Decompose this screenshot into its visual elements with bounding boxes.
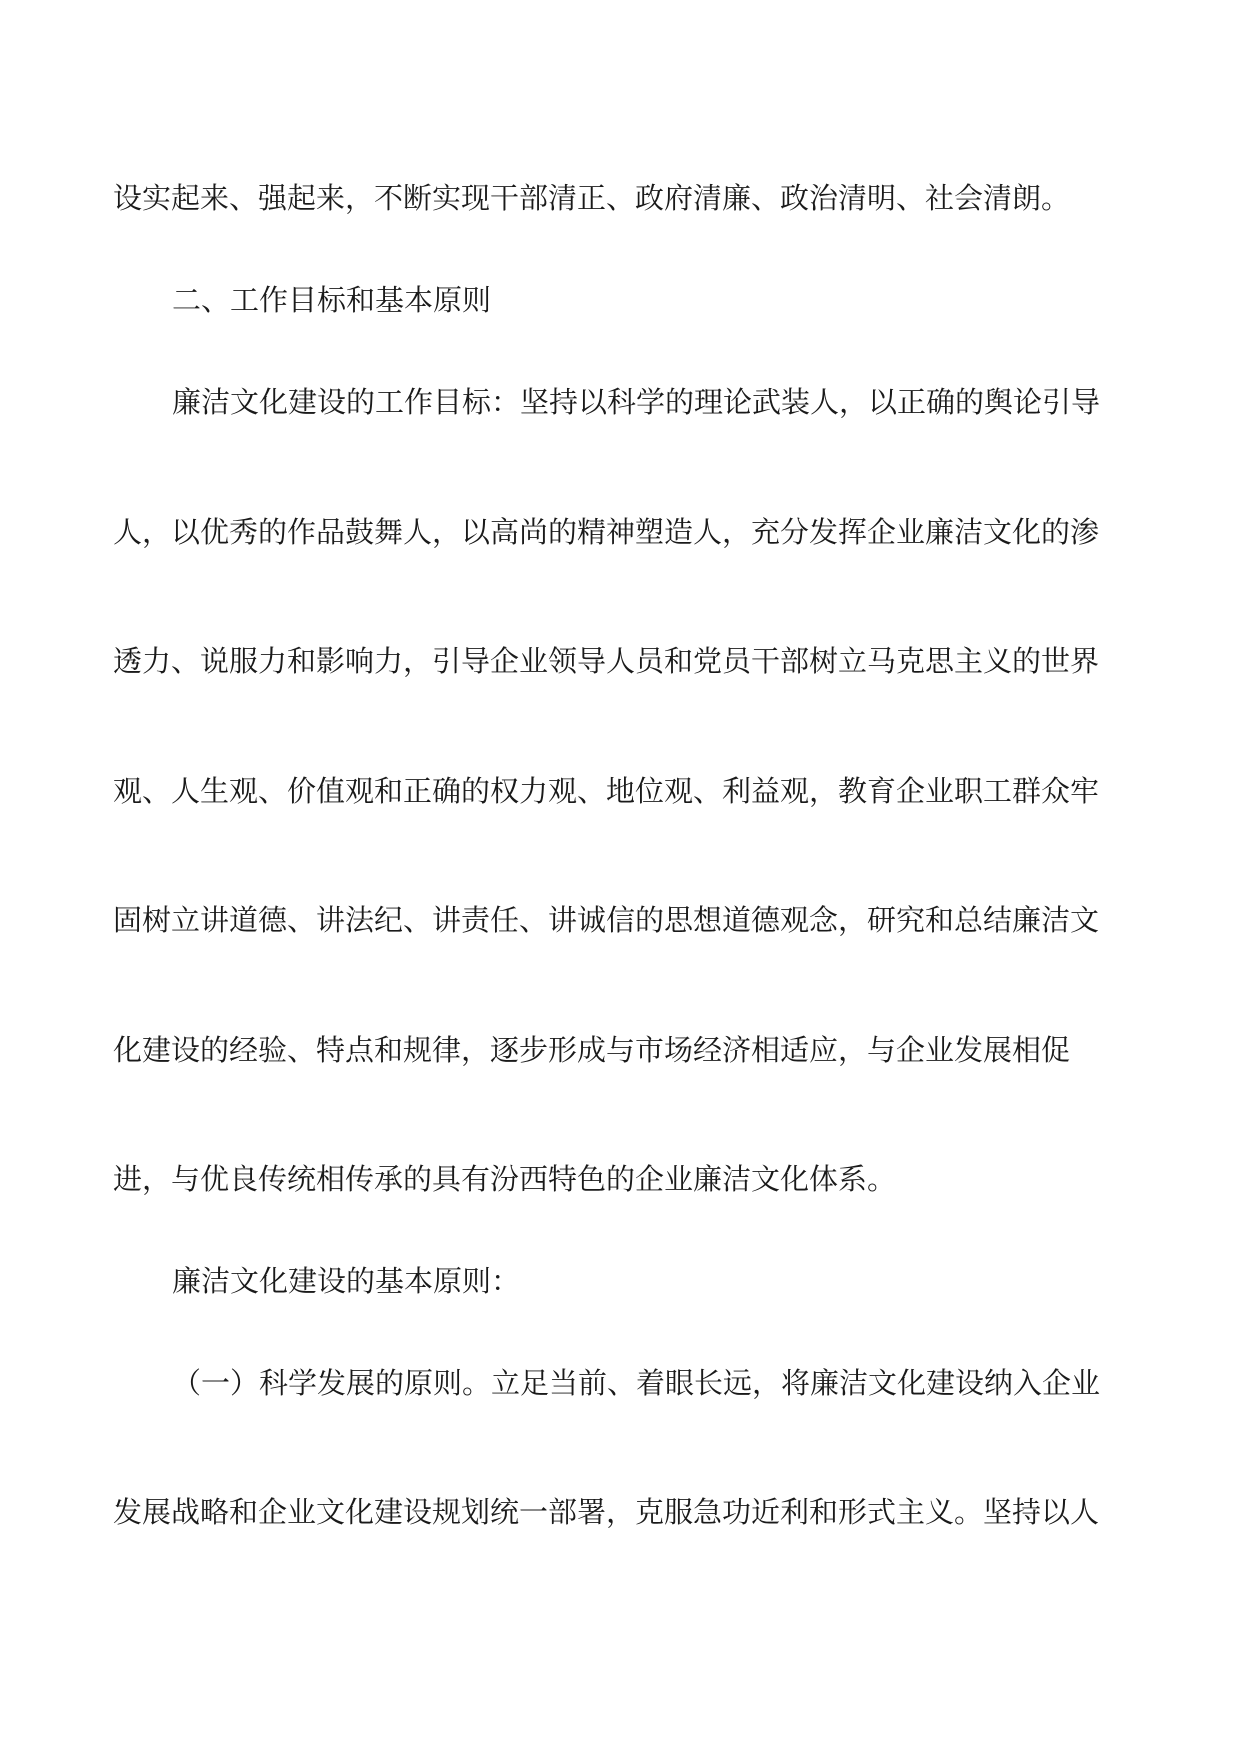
text-line-12: 发展战略和企业文化建设规划统一部署，克服急功近利和形式主义。坚持以人 [113,1495,1100,1529]
text-line-8: 化建设的经验、特点和规律，逐步形成与市场经济相适应，与企业发展相促 [113,1033,1071,1067]
text-line-3: 廉洁文化建设的工作目标：坚持以科学的理论武装人，以正确的舆论引导 [172,385,1101,419]
text-line-7: 固树立讲道德、讲法纪、讲责任、讲诚信的思想道德观念，研究和总结廉洁文 [113,903,1100,937]
text-line-9: 进，与优良传统相传承的具有汾西特色的企业廉洁文化体系。 [113,1162,897,1196]
text-line-10: 廉洁文化建设的基本原则： [172,1264,521,1298]
text-line-4: 人，以优秀的作品鼓舞人，以高尚的精神塑造人，充分发挥企业廉洁文化的渗 [113,515,1100,549]
text-line-11: （一）科学发展的原则。立足当前、着眼长远，将廉洁文化建设纳入企业 [172,1366,1101,1400]
text-line-5: 透力、说服力和影响力，引导企业领导人员和党员干部树立马克思主义的世界 [113,644,1100,678]
section-heading: 二、工作目标和基本原则 [172,283,492,317]
text-line-1: 设实起来、强起来，不断实现干部清正、政府清廉、政治清明、社会清朗。 [113,181,1071,215]
text-line-6: 观、人生观、价值观和正确的权力观、地位观、利益观，教育企业职工群众牢 [113,774,1100,808]
